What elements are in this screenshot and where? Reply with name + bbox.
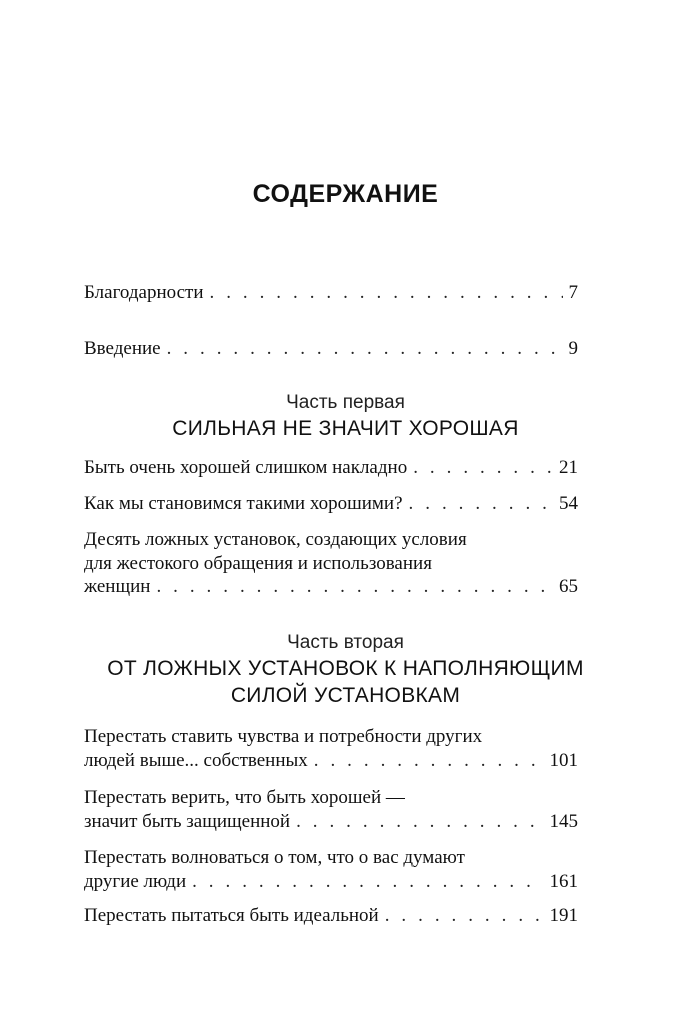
- toc-entry-title-line: Десять ложных установок, создающих условия: [84, 529, 467, 550]
- toc-entry[interactable]: [84, 786, 578, 833]
- toc-entry-page: 54: [559, 493, 578, 514]
- part-heading-1: [0, 391, 691, 442]
- part-heading-2: [0, 631, 691, 709]
- toc-entry[interactable]: [84, 528, 578, 599]
- toc-entry-title: Быть очень хорошей слишком накладно: [84, 457, 408, 478]
- leader-dots: [210, 281, 563, 305]
- toc-entry-title: Перестать пытаться быть идеальной: [84, 905, 379, 926]
- leader-dots: [385, 904, 544, 928]
- part-title: СИЛОЙ УСТАНОВКАМ: [230, 684, 461, 707]
- toc-entry-title-line: Перестать верить, что быть хорошей —: [84, 787, 405, 808]
- leader-dots: [413, 456, 553, 480]
- toc-entry-title-line: Перестать волноваться о том, что о вас думают: [84, 847, 465, 868]
- toc-entry-title: Благодарности: [84, 282, 204, 303]
- toc-entry-page: 191: [549, 905, 578, 926]
- toc-entry-page: 161: [549, 870, 578, 892]
- toc-entry-page: 21: [559, 457, 578, 478]
- toc-entry[interactable]: [84, 846, 578, 893]
- leader-dots: [314, 749, 544, 773]
- part-label: Часть первая: [286, 392, 405, 413]
- toc-entry[interactable]: [84, 492, 578, 516]
- part-label: Часть вторая: [287, 632, 404, 653]
- toc-entry[interactable]: [84, 725, 578, 772]
- toc-entry-title-line: людей выше... собственных: [84, 749, 308, 771]
- part-title: СИЛЬНАЯ НЕ ЗНАЧИТ ХОРОШАЯ: [172, 417, 519, 440]
- toc-entry[interactable]: [84, 904, 578, 928]
- toc-entry-page: 65: [559, 576, 578, 597]
- leader-dots: [156, 575, 553, 599]
- toc-entry-acknowledgements[interactable]: [84, 281, 578, 305]
- toc-entry-title-line: значит быть защищенной: [84, 810, 291, 832]
- leader-dots: [409, 492, 553, 516]
- toc-entry-page: 7: [568, 282, 578, 303]
- part-title: ОТ ЛОЖНЫХ УСТАНОВОК К НАПОЛНЯЮЩИМ: [107, 657, 584, 680]
- toc-entry-page: 101: [549, 749, 578, 771]
- toc-entry-title-line: другие люди: [84, 870, 187, 892]
- leader-dots: [296, 810, 543, 834]
- leader-dots: [192, 870, 543, 894]
- toc-entry-title-line: для жестокого обращения и использования: [84, 552, 432, 574]
- toc-entry-title: Как мы становимся такими хорошими?: [84, 493, 403, 514]
- page-title: СОДЕРЖАНИЕ: [252, 180, 439, 208]
- toc-entry-title-line: женщин: [84, 576, 151, 597]
- toc-entry-page: 145: [549, 810, 578, 832]
- toc-entry-introduction[interactable]: [84, 337, 578, 361]
- toc-entry-title: Введение: [84, 338, 161, 359]
- toc-entry-title-line: Перестать ставить чувства и потребности других: [84, 726, 483, 747]
- leader-dots: [167, 337, 563, 361]
- toc-entry[interactable]: [84, 456, 578, 480]
- toc-entry-page: 9: [568, 338, 578, 359]
